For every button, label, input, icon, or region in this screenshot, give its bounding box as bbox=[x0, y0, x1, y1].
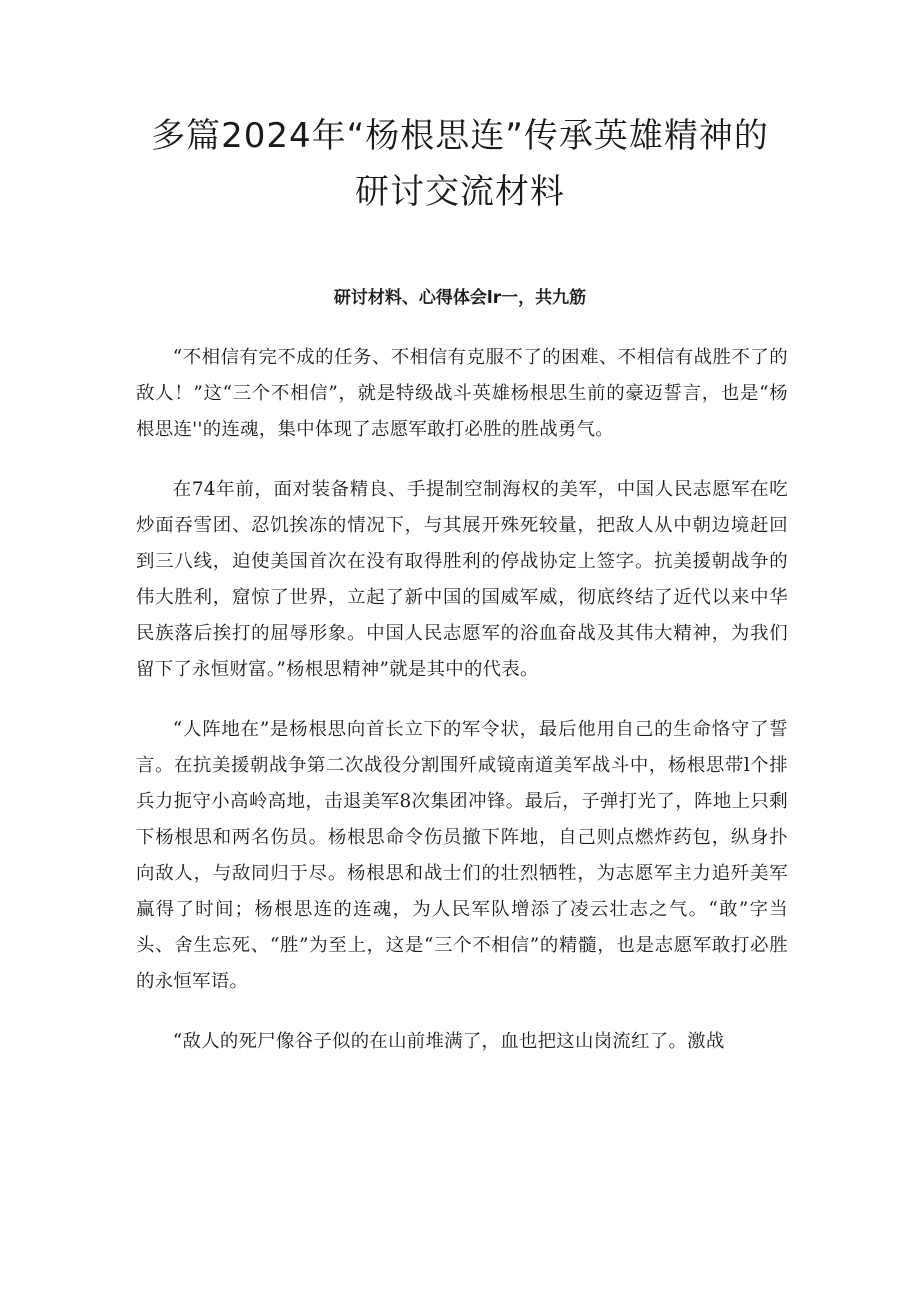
title-line-2: 研讨交流材料 bbox=[355, 172, 565, 212]
paragraph-4: “敌人的死尸像谷子似的在山前堆满了，血也把这山岗流红了。激战 bbox=[172, 1031, 725, 1052]
paragraph-1: “不相信有完不成的任务、不相信有克服不了的困难、不相信有战胜不了的敌人！”这“三个不相信”，就是特级战斗英雄杨根思生前的豪迈誓言，也是“杨根思连''的连魂，集中体现了志愿军敢打必胜的胜战勇气。 bbox=[136, 347, 788, 440]
document-title bbox=[60, 108, 860, 220]
document-subtitle: 研讨材料、心得体会lr一，共九筋 bbox=[333, 288, 587, 308]
document-body bbox=[136, 340, 788, 1084]
paragraph-3: “人阵地在”是杨根思向首长立下的军令状，最后他用自己的生命恪守了誓言。在抗美援朝战争第二次战役分割围歼咸镜南道美军战斗中，杨根思带l个排兵力扼守小高岭高地，击退美军8次集团冲锋。最后，子弹打光了，阵地上只剩下杨根思和两名伤员。杨根思命令伤员撤下阵地，自己则点燃炸药包，纵身扑向敌人，与敌同归于尽。杨根思和战士们的壮烈牺牲，为志愿军主力追歼美军赢得了时间；杨根思连的连魂，为人民军队增添了凌云壮志之气。“敢”字当头、舍生忘死、“胜”为至上，这是“三个不相信”的精髓，也是志愿军敢打必胜的永恒军语。 bbox=[136, 719, 788, 992]
paragraph-2: 在74年前，面对装备精良、手提制空制海权的美军，中国人民志愿军在吃炒面吞雪团、忍饥挨冻的情况下，与其展开殊死较量，把敌人从中朝边境赶回到三八线，迫使美国首次在没有取得胜利的停战协定上签字。抗美援朝战争的伟大胜利，窟惊了世界，立起了新中国的国威军威，彻底终结了近代以来中华民族落后挨打的屈辱形象。中国人民志愿军的浴血奋战及其伟大精神，为我们留下了永恒财富。”杨根思精神”就是其中的代表。 bbox=[136, 479, 788, 680]
title-line-1: 多篇2024年“杨根思连”传承英雄精神的 bbox=[151, 116, 769, 156]
